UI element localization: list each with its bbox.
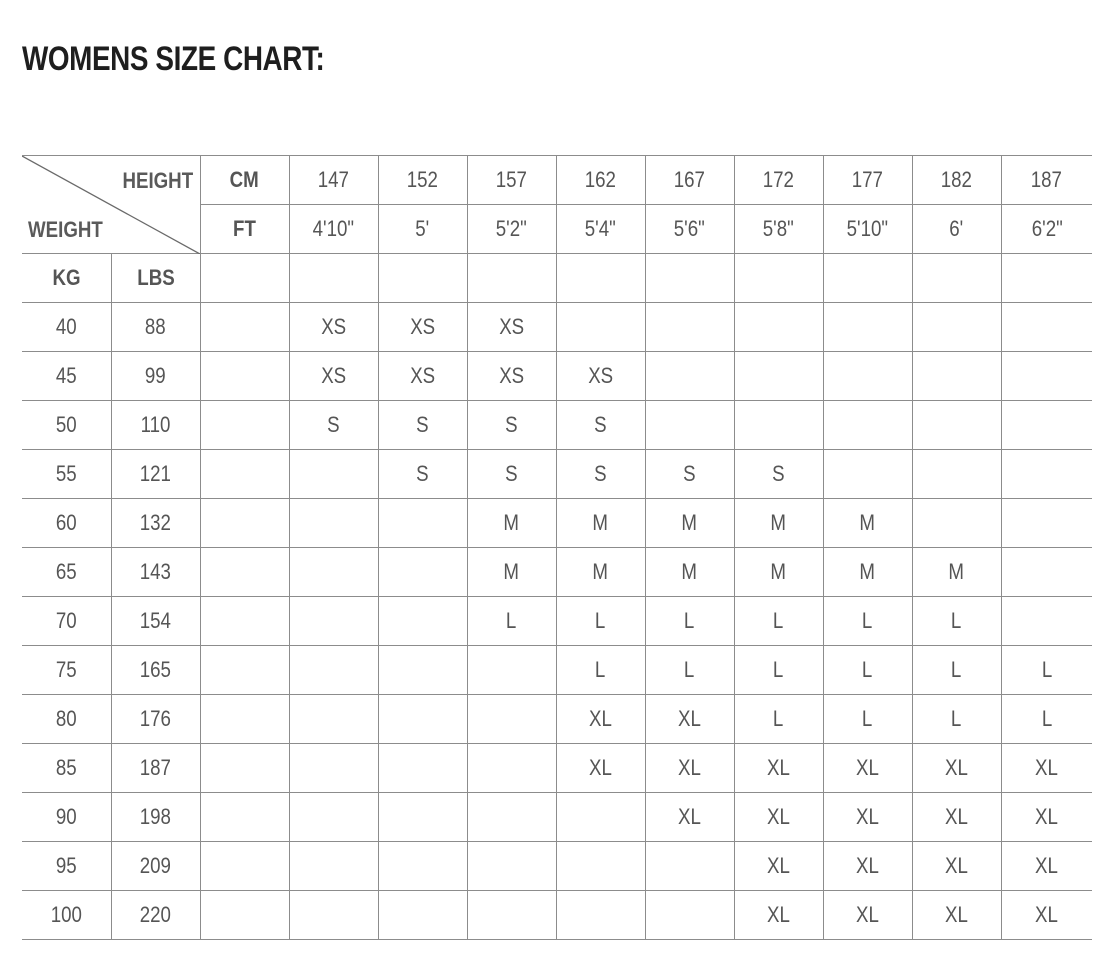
size-cell bbox=[467, 695, 556, 744]
size-cell: M bbox=[467, 548, 556, 597]
size-cell bbox=[645, 352, 734, 401]
size-cell: XS bbox=[289, 303, 378, 352]
size-cell bbox=[734, 352, 823, 401]
weight-label: WEIGHT bbox=[28, 217, 103, 242]
weight-kg-cell: 75 bbox=[22, 646, 111, 695]
size-cell: S bbox=[378, 401, 467, 450]
empty-cell bbox=[200, 744, 289, 793]
size-cell: L bbox=[734, 695, 823, 744]
size-cell: M bbox=[645, 548, 734, 597]
size-cell: XL bbox=[645, 695, 734, 744]
height-ft-cell: 5' bbox=[378, 205, 467, 254]
weight-row bbox=[22, 548, 1092, 597]
unit-header-row bbox=[22, 254, 1092, 303]
weight-kg-cell: 55 bbox=[22, 450, 111, 499]
size-cell bbox=[467, 793, 556, 842]
weight-lbs-cell: 187 bbox=[111, 744, 200, 793]
weight-lbs-cell: 110 bbox=[111, 401, 200, 450]
empty-cell bbox=[734, 254, 823, 303]
size-cell: M bbox=[823, 548, 912, 597]
size-cell: L bbox=[823, 597, 912, 646]
size-cell bbox=[556, 842, 645, 891]
height-label: HEIGHT bbox=[122, 168, 194, 193]
weight-lbs-cell: 176 bbox=[111, 695, 200, 744]
weight-row bbox=[22, 352, 1092, 401]
height-ft-cell: 6' bbox=[912, 205, 1001, 254]
size-cell: XS bbox=[467, 352, 556, 401]
size-cell: M bbox=[467, 499, 556, 548]
size-cell: M bbox=[734, 499, 823, 548]
size-cell bbox=[378, 597, 467, 646]
size-cell bbox=[378, 891, 467, 940]
height-cm-cell: 187 bbox=[1001, 156, 1092, 205]
size-cell: XL bbox=[1001, 891, 1092, 940]
size-cell: XL bbox=[734, 891, 823, 940]
size-cell bbox=[734, 401, 823, 450]
empty-cell bbox=[200, 646, 289, 695]
weight-row bbox=[22, 597, 1092, 646]
size-cell bbox=[378, 548, 467, 597]
size-cell bbox=[378, 499, 467, 548]
weight-kg-cell: 95 bbox=[22, 842, 111, 891]
size-cell: L bbox=[912, 597, 1001, 646]
size-cell: L bbox=[823, 695, 912, 744]
weight-kg-cell: 100 bbox=[22, 891, 111, 940]
size-cell: XS bbox=[556, 352, 645, 401]
empty-cell bbox=[1001, 254, 1092, 303]
height-cm-cell: 182 bbox=[912, 156, 1001, 205]
size-cell: L bbox=[912, 646, 1001, 695]
size-cell: L bbox=[467, 597, 556, 646]
size-cell bbox=[645, 303, 734, 352]
weight-row bbox=[22, 646, 1092, 695]
size-cell bbox=[1001, 401, 1092, 450]
weight-row bbox=[22, 695, 1092, 744]
weight-lbs-cell: 165 bbox=[111, 646, 200, 695]
size-cell: S bbox=[467, 450, 556, 499]
size-cell: S bbox=[734, 450, 823, 499]
size-cell bbox=[289, 891, 378, 940]
size-cell bbox=[467, 891, 556, 940]
size-cell: XL bbox=[556, 744, 645, 793]
page-title: WOMENS SIZE CHART: bbox=[22, 40, 325, 78]
size-cell bbox=[467, 744, 556, 793]
size-cell: XL bbox=[1001, 744, 1092, 793]
size-cell: XL bbox=[912, 793, 1001, 842]
size-cell bbox=[289, 744, 378, 793]
size-cell: S bbox=[467, 401, 556, 450]
weight-lbs-cell: 99 bbox=[111, 352, 200, 401]
size-chart-table bbox=[22, 155, 1092, 940]
empty-cell bbox=[200, 254, 289, 303]
weight-lbs-cell: 209 bbox=[111, 842, 200, 891]
size-cell: XS bbox=[467, 303, 556, 352]
weight-lbs-cell: 132 bbox=[111, 499, 200, 548]
weight-lbs-cell: 220 bbox=[111, 891, 200, 940]
size-cell bbox=[378, 695, 467, 744]
size-cell bbox=[289, 450, 378, 499]
size-cell bbox=[1001, 597, 1092, 646]
weight-lbs-cell: 143 bbox=[111, 548, 200, 597]
size-cell: XL bbox=[1001, 842, 1092, 891]
size-cell: L bbox=[645, 597, 734, 646]
cm-label-cell: CM bbox=[200, 156, 289, 205]
size-cell: S bbox=[556, 450, 645, 499]
height-cm-cell: 167 bbox=[645, 156, 734, 205]
empty-cell bbox=[378, 254, 467, 303]
weight-kg-cell: 50 bbox=[22, 401, 111, 450]
height-cm-cell: 157 bbox=[467, 156, 556, 205]
size-cell bbox=[823, 450, 912, 499]
size-cell: XL bbox=[734, 793, 823, 842]
size-cell bbox=[912, 352, 1001, 401]
size-cell bbox=[378, 744, 467, 793]
size-cell: XL bbox=[912, 891, 1001, 940]
weight-kg-cell: 90 bbox=[22, 793, 111, 842]
size-cell bbox=[289, 842, 378, 891]
size-cell bbox=[1001, 450, 1092, 499]
size-cell bbox=[467, 842, 556, 891]
size-cell: XL bbox=[645, 793, 734, 842]
height-cm-cell: 162 bbox=[556, 156, 645, 205]
size-cell: XL bbox=[823, 891, 912, 940]
weight-row bbox=[22, 793, 1092, 842]
size-cell: L bbox=[734, 646, 823, 695]
empty-cell bbox=[200, 401, 289, 450]
empty-cell bbox=[645, 254, 734, 303]
size-cell bbox=[823, 303, 912, 352]
weight-kg-cell: 85 bbox=[22, 744, 111, 793]
height-ft-cell: 5'4" bbox=[556, 205, 645, 254]
size-cell bbox=[823, 352, 912, 401]
height-ft-cell: 5'10" bbox=[823, 205, 912, 254]
size-cell bbox=[912, 401, 1001, 450]
size-cell bbox=[912, 450, 1001, 499]
size-cell: S bbox=[645, 450, 734, 499]
size-cell bbox=[556, 793, 645, 842]
size-cell bbox=[289, 548, 378, 597]
size-cell bbox=[823, 401, 912, 450]
size-cell bbox=[289, 499, 378, 548]
empty-cell bbox=[200, 548, 289, 597]
weight-lbs-cell: 198 bbox=[111, 793, 200, 842]
size-cell: XL bbox=[556, 695, 645, 744]
size-cell: XL bbox=[1001, 793, 1092, 842]
height-ft-cell: 5'8" bbox=[734, 205, 823, 254]
size-cell: L bbox=[912, 695, 1001, 744]
weight-row bbox=[22, 499, 1092, 548]
height-cm-cell: 152 bbox=[378, 156, 467, 205]
size-cell: XS bbox=[378, 303, 467, 352]
size-cell bbox=[645, 842, 734, 891]
weight-row bbox=[22, 842, 1092, 891]
empty-cell bbox=[200, 450, 289, 499]
empty-cell bbox=[200, 303, 289, 352]
size-cell: L bbox=[734, 597, 823, 646]
size-cell bbox=[645, 401, 734, 450]
size-cell bbox=[289, 646, 378, 695]
weight-lbs-cell: 154 bbox=[111, 597, 200, 646]
size-cell: XL bbox=[734, 842, 823, 891]
size-cell: M bbox=[912, 548, 1001, 597]
empty-cell bbox=[200, 891, 289, 940]
weight-kg-cell: 45 bbox=[22, 352, 111, 401]
size-cell: M bbox=[556, 548, 645, 597]
size-cell: L bbox=[645, 646, 734, 695]
size-cell bbox=[378, 646, 467, 695]
size-cell bbox=[378, 842, 467, 891]
size-cell bbox=[912, 303, 1001, 352]
size-cell: M bbox=[823, 499, 912, 548]
weight-row bbox=[22, 401, 1092, 450]
weight-kg-cell: 40 bbox=[22, 303, 111, 352]
ft-label-cell: FT bbox=[200, 205, 289, 254]
size-cell bbox=[289, 597, 378, 646]
empty-cell bbox=[467, 254, 556, 303]
size-cell: S bbox=[556, 401, 645, 450]
size-cell: L bbox=[823, 646, 912, 695]
size-cell: M bbox=[556, 499, 645, 548]
weight-lbs-cell: 121 bbox=[111, 450, 200, 499]
weight-kg-cell: 70 bbox=[22, 597, 111, 646]
empty-cell bbox=[823, 254, 912, 303]
empty-cell bbox=[200, 695, 289, 744]
lbs-label-cell: LBS bbox=[111, 254, 200, 303]
size-cell: XL bbox=[645, 744, 734, 793]
height-ft-cell: 5'6" bbox=[645, 205, 734, 254]
height-cm-cell: 147 bbox=[289, 156, 378, 205]
weight-row bbox=[22, 891, 1092, 940]
size-cell: XL bbox=[823, 744, 912, 793]
empty-cell bbox=[912, 254, 1001, 303]
size-cell: XS bbox=[378, 352, 467, 401]
size-cell: L bbox=[1001, 646, 1092, 695]
height-cm-cell: 172 bbox=[734, 156, 823, 205]
empty-cell bbox=[200, 793, 289, 842]
empty-cell bbox=[556, 254, 645, 303]
kg-label-cell: KG bbox=[22, 254, 111, 303]
corner-header-cell bbox=[22, 156, 200, 254]
height-ft-cell: 5'2" bbox=[467, 205, 556, 254]
weight-kg-cell: 65 bbox=[22, 548, 111, 597]
size-cell: S bbox=[289, 401, 378, 450]
weight-kg-cell: 60 bbox=[22, 499, 111, 548]
empty-cell bbox=[200, 352, 289, 401]
weight-kg-cell: 80 bbox=[22, 695, 111, 744]
height-cm-cell: 177 bbox=[823, 156, 912, 205]
size-cell bbox=[734, 303, 823, 352]
weight-row bbox=[22, 744, 1092, 793]
size-cell bbox=[289, 695, 378, 744]
weight-lbs-cell: 88 bbox=[111, 303, 200, 352]
size-cell: S bbox=[378, 450, 467, 499]
size-cell: XL bbox=[912, 744, 1001, 793]
size-cell: M bbox=[734, 548, 823, 597]
size-chart-body bbox=[22, 156, 1092, 940]
size-cell bbox=[645, 891, 734, 940]
size-cell bbox=[556, 891, 645, 940]
empty-cell bbox=[200, 597, 289, 646]
size-cell: XL bbox=[823, 842, 912, 891]
height-cm-row bbox=[22, 156, 1092, 205]
empty-cell bbox=[200, 499, 289, 548]
size-cell bbox=[1001, 499, 1092, 548]
size-cell bbox=[1001, 303, 1092, 352]
size-cell: L bbox=[556, 646, 645, 695]
size-cell bbox=[1001, 352, 1092, 401]
size-cell bbox=[289, 793, 378, 842]
size-cell: XL bbox=[823, 793, 912, 842]
size-cell bbox=[912, 499, 1001, 548]
weight-row bbox=[22, 303, 1092, 352]
size-cell bbox=[378, 793, 467, 842]
size-cell: M bbox=[645, 499, 734, 548]
size-cell: XS bbox=[289, 352, 378, 401]
empty-cell bbox=[289, 254, 378, 303]
size-cell: XL bbox=[912, 842, 1001, 891]
height-ft-cell: 4'10" bbox=[289, 205, 378, 254]
size-cell bbox=[556, 303, 645, 352]
weight-row bbox=[22, 450, 1092, 499]
size-cell: L bbox=[556, 597, 645, 646]
size-cell: L bbox=[1001, 695, 1092, 744]
size-cell bbox=[1001, 548, 1092, 597]
empty-cell bbox=[200, 842, 289, 891]
height-ft-cell: 6'2" bbox=[1001, 205, 1092, 254]
size-cell bbox=[467, 646, 556, 695]
size-cell: XL bbox=[734, 744, 823, 793]
